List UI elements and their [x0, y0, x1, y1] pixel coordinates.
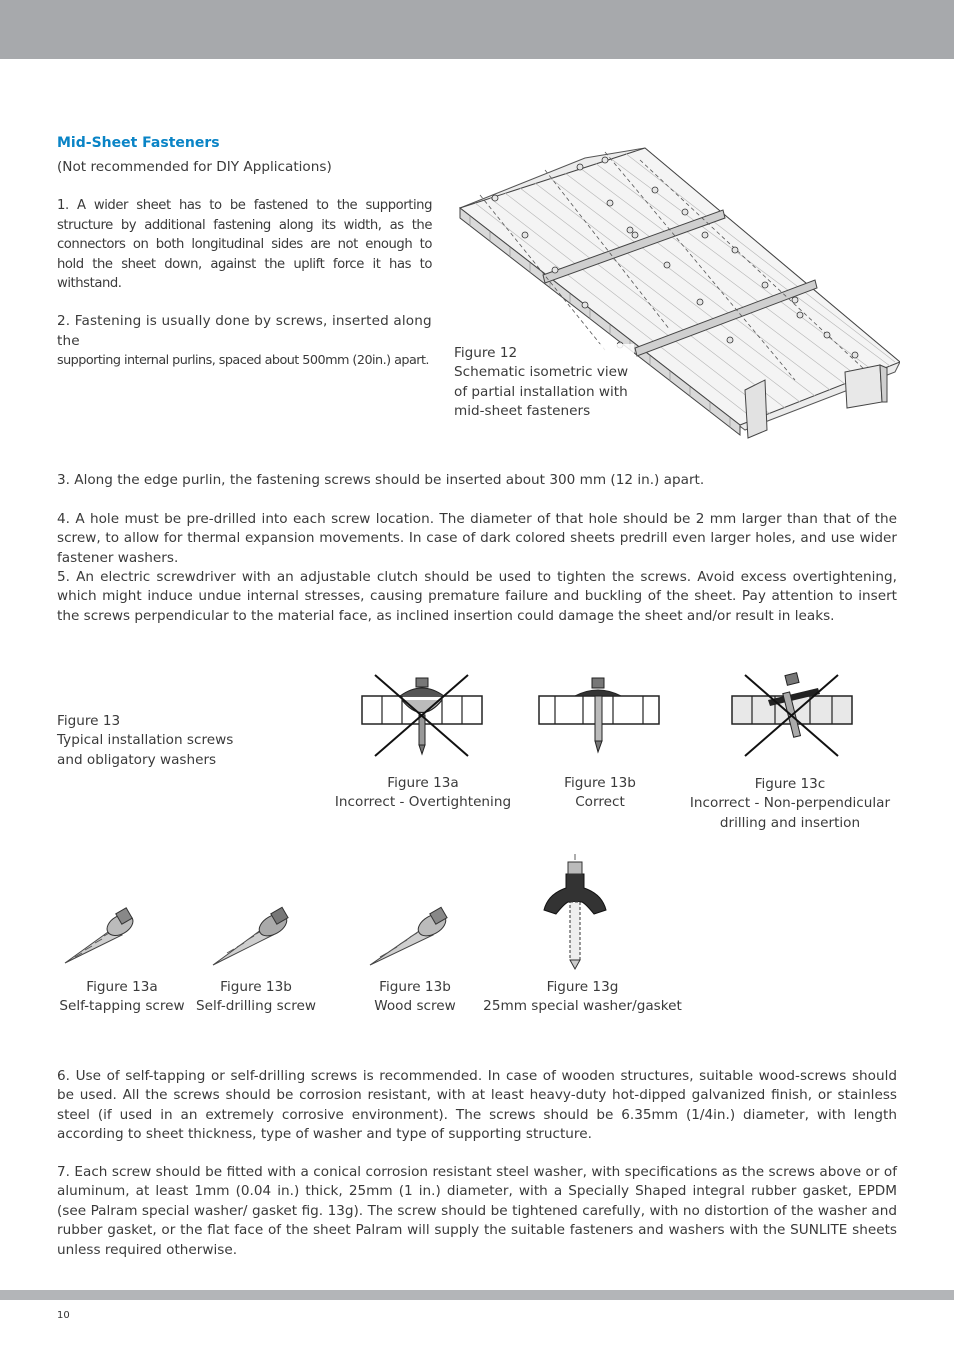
special-washer-description: 25mm special washer/gasket [483, 998, 682, 1015]
figure-13a-overtightening-drawing [360, 670, 485, 760]
self-tapping-screw-label: Figure 13a [86, 979, 158, 995]
wood-screw-caption [360, 978, 470, 1017]
figure-13b-description: Correct [575, 794, 625, 811]
self-tapping-screw-caption [57, 978, 187, 1017]
figure-13a-label: Figure 13a [387, 775, 459, 791]
figure-13b-label: Figure 13b [564, 775, 636, 791]
wood-screw-drawing [365, 905, 460, 970]
figure-13-caption [57, 712, 257, 770]
special-washer-label: Figure 13g [546, 979, 619, 995]
figure-12-caption [454, 344, 634, 422]
self-drilling-screw-drawing [205, 905, 300, 970]
wood-screw-description: Wood screw [374, 998, 456, 1015]
special-washer-gasket-drawing [538, 852, 613, 972]
self-tapping-screw-description: Self-tapping screw [59, 998, 185, 1015]
self-drilling-screw-caption [196, 978, 316, 1017]
diy-note: (Not recommended for DIY Applications) [57, 159, 332, 175]
figure-12-description: Schematic isometric view of partial installation with mid-sheet fasteners [454, 364, 629, 420]
figure-13a-description: Incorrect - Overtightening [334, 794, 512, 811]
header-band [0, 0, 954, 59]
figure-13c-non-perpendicular-drawing [730, 670, 855, 760]
paragraph-5: 5. An electric screwdriver with an adjustable clutch should be used to tighten the screws. Avoid excess overtightening, which might induce undue internal stresses, causing premature failure and buckling of the sheet. Pay attention to insert the screws perpendicular to the material face, as inclined insertion could damage the sheet and/or result in leaks. [57, 569, 897, 624]
figure-13-label: Figure 13 [57, 713, 121, 729]
figure-13-description: Typical installation screws and obligatory washers [57, 732, 234, 768]
figure-13b-caption [550, 774, 650, 813]
paragraph-7: 7. Each screw should be fitted with a conical corrosion resistant steel washer, with specifications as the screws above or of aluminum, at least 1mm (0.04 in.) thick, 25mm (1 in.) diameter, with a Specially Shaped integral rubber gasket, EPDM (see Palram special washer/ gasket fig. 13g). The screw should be tightened carefully, with no distortion of the washer and rubber gasket, or the flat face of the sheet Palram will supply the suitable fasteners and washers with the SUNLITE sheets unless required otherwise. [57, 1164, 897, 1258]
paragraph-4: 4. A hole must be pre-drilled into each screw location. The diameter of that hole should be 2 mm larger than that of the screw, to allow for thermal expansion movements. In case of dark colored sheets predrill even larger holes, and use wider fastener washers. [57, 511, 897, 566]
figure-13c-caption [685, 775, 895, 833]
page-number: 10 [57, 1310, 70, 1321]
paragraph-1: 1. A wider sheet has to be fastened to the supporting structure by additional fastening along its width, as the connectors on both longitudinal sides are not enough to hold the sheet down, against the uplift force it has to withstand. [57, 198, 432, 292]
paragraph-2-line-2: supporting internal purlins, spaced about 500mm (20in.) apart. [57, 353, 429, 369]
figure-12-label: Figure 12 [454, 345, 518, 361]
self-drilling-screw-label: Figure 13b [220, 979, 292, 995]
special-washer-caption [480, 978, 685, 1017]
section-title: Mid-Sheet Fasteners [57, 135, 220, 151]
self-drilling-screw-description: Self-drilling screw [196, 998, 316, 1015]
self-tapping-screw-drawing [60, 905, 135, 970]
paragraph-6: 6. Use of self-tapping or self-drilling screws is recommended. In case of wooden structures, suitable wood-screws should be used. All the screws should be corrosion resistant, with at least heavy-duty hot-dipped galvanized finish, or stainless steel (if used in an extremely corrosive environment). The screws should be 6.35mm (1/4in.) diameter, with length according to sheet thickness, type of washer and type of supporting structure. [57, 1068, 897, 1143]
wood-screw-label: Figure 13b [379, 979, 451, 995]
footer-band [0, 1290, 954, 1300]
paragraph-3: 3. Along the edge purlin, the fastening screws should be inserted about 300 mm (12 in.) apart. [57, 472, 705, 488]
figure-13a-caption [333, 774, 513, 813]
figure-13c-description: Incorrect - Non-perpendicular drilling and insertion [689, 795, 891, 831]
figure-13b-correct-drawing [537, 670, 662, 760]
figure-13c-label: Figure 13c [754, 776, 826, 792]
intro-block [57, 158, 432, 371]
paragraph-2-line-1: 2. Fastening is usually done by screws, inserted along the [57, 313, 432, 349]
